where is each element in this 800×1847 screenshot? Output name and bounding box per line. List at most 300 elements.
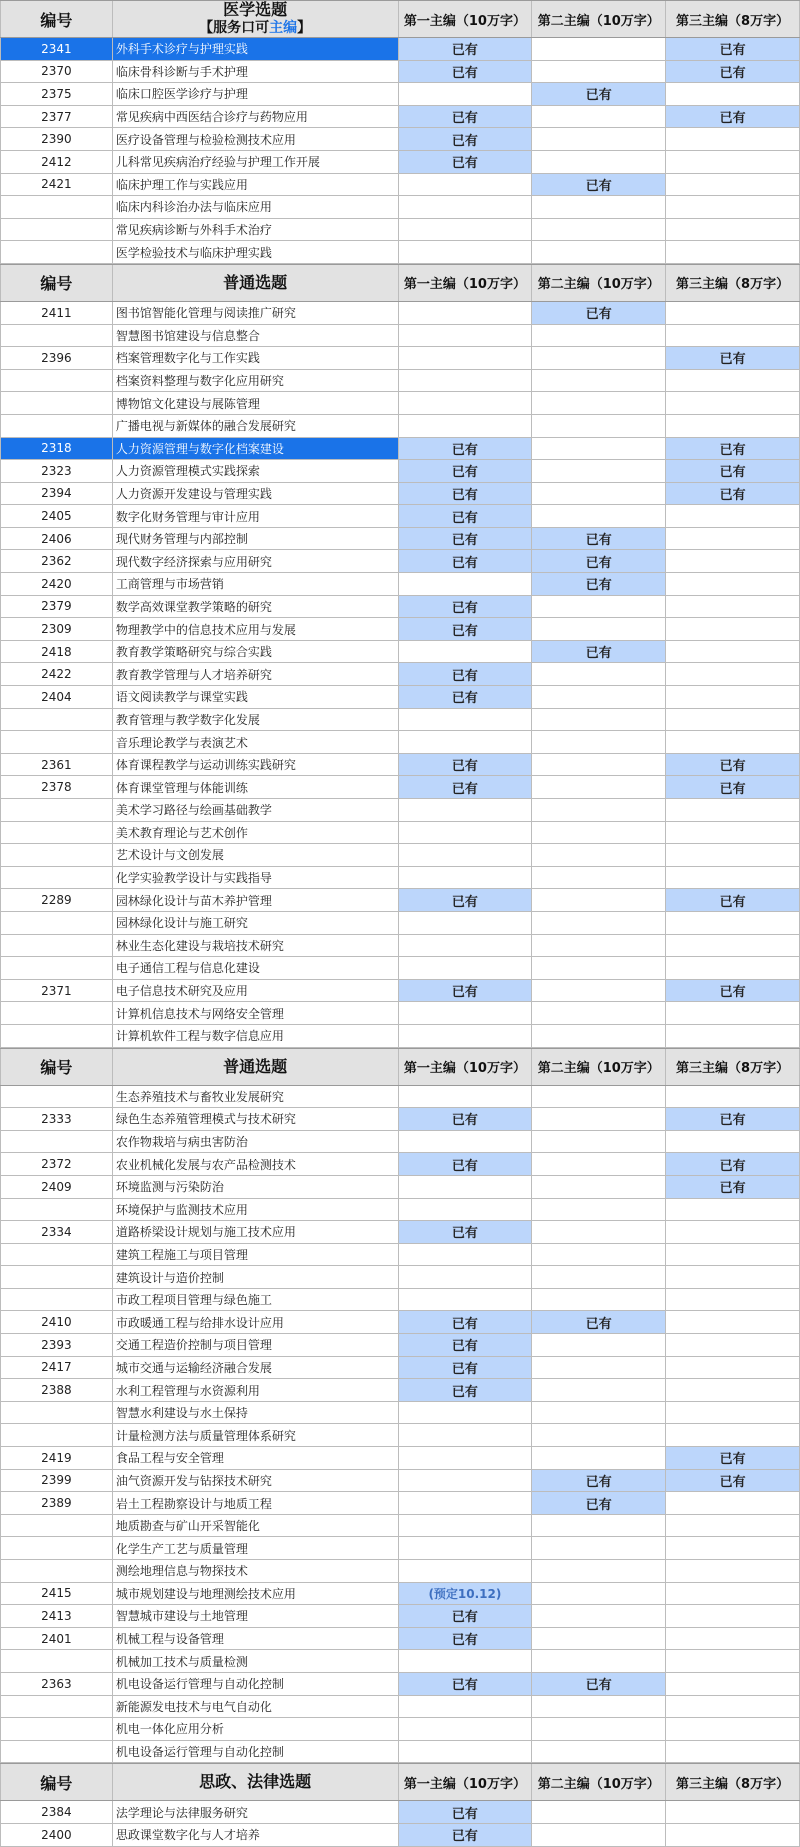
table-row[interactable] (0, 1650, 800, 1673)
editor-1-status[interactable]: 已有 (399, 1108, 533, 1130)
editor-1-status[interactable]: 已有 (399, 889, 533, 911)
editor-3-status[interactable]: 已有 (666, 1108, 800, 1130)
editor-1-status[interactable] (399, 867, 533, 889)
editor-3-status[interactable] (666, 1379, 800, 1401)
editor-3-status[interactable] (666, 1334, 800, 1356)
editor-1-status[interactable] (399, 1696, 533, 1718)
table-row[interactable] (0, 1025, 800, 1048)
editor-1-status[interactable]: 已有 (399, 460, 533, 482)
editor-2-status[interactable] (532, 415, 666, 437)
table-row[interactable] (0, 106, 800, 129)
table-row[interactable] (0, 1002, 800, 1025)
editor-1-status[interactable] (399, 1470, 533, 1492)
editor-2-status[interactable] (532, 505, 666, 527)
editor-2-status[interactable]: 已有 (532, 1470, 666, 1492)
editor-1-status[interactable]: 已有 (399, 61, 533, 83)
editor-1-status[interactable]: 已有 (399, 1628, 533, 1650)
editor-3-status[interactable]: 已有 (666, 438, 800, 460)
editor-3-status[interactable] (666, 241, 800, 263)
editor-1-status[interactable]: 已有 (399, 980, 533, 1002)
editor-1-status[interactable]: 已有 (399, 754, 533, 776)
editor-1-status[interactable] (399, 1537, 533, 1559)
editor-2-status[interactable] (532, 957, 666, 979)
editor-2-status[interactable] (532, 1266, 666, 1288)
editor-2-status[interactable] (532, 1221, 666, 1243)
editor-1-status[interactable] (399, 1086, 533, 1108)
table-row[interactable] (0, 347, 800, 370)
editor-3-status[interactable] (666, 1002, 800, 1024)
table-row[interactable] (0, 1379, 800, 1402)
editor-2-status[interactable] (532, 460, 666, 482)
editor-2-status[interactable] (532, 483, 666, 505)
editor-1-status[interactable] (399, 302, 533, 324)
table-row[interactable] (0, 1560, 800, 1583)
editor-1-status[interactable]: 已有 (399, 596, 533, 618)
table-row[interactable] (0, 1824, 800, 1847)
editor-3-status[interactable]: 已有 (666, 1176, 800, 1198)
table-row[interactable] (0, 325, 800, 348)
editor-1-status[interactable]: 已有 (399, 1153, 533, 1175)
editor-2-status[interactable] (532, 776, 666, 798)
table-row[interactable] (0, 1515, 800, 1538)
table-row[interactable] (0, 709, 800, 732)
editor-2-status[interactable] (532, 709, 666, 731)
editor-2-status[interactable]: 已有 (532, 550, 666, 572)
editor-3-status[interactable] (666, 1025, 800, 1047)
editor-1-status[interactable] (399, 1199, 533, 1221)
table-row[interactable] (0, 980, 800, 1003)
editor-1-status[interactable] (399, 641, 533, 663)
editor-1-status[interactable]: 已有 (399, 528, 533, 550)
table-row[interactable] (0, 867, 800, 890)
editor-1-status[interactable] (399, 731, 533, 753)
editor-2-status[interactable] (532, 196, 666, 218)
editor-1-status[interactable]: 已有 (399, 505, 533, 527)
editor-2-status[interactable] (532, 1379, 666, 1401)
editor-1-status[interactable] (399, 799, 533, 821)
editor-3-status[interactable] (666, 709, 800, 731)
editor-3-status[interactable] (666, 799, 800, 821)
table-row[interactable] (0, 1718, 800, 1741)
table-row[interactable] (0, 219, 800, 242)
editor-1-status[interactable] (399, 174, 533, 196)
editor-2-status[interactable]: 已有 (532, 641, 666, 663)
editor-3-status[interactable]: 已有 (666, 106, 800, 128)
editor-1-status[interactable]: 已有 (399, 483, 533, 505)
editor-2-status[interactable] (532, 1628, 666, 1650)
editor-2-status[interactable]: 已有 (532, 1492, 666, 1514)
editor-3-status[interactable] (666, 1492, 800, 1514)
editor-2-status[interactable] (532, 844, 666, 866)
table-row[interactable] (0, 1289, 800, 1312)
editor-2-status[interactable] (532, 1086, 666, 1108)
editor-3-status[interactable]: 已有 (666, 347, 800, 369)
editor-3-status[interactable] (666, 1424, 800, 1446)
editor-2-status[interactable] (532, 935, 666, 957)
editor-1-status[interactable] (399, 1492, 533, 1514)
table-row[interactable] (0, 618, 800, 641)
table-row[interactable] (0, 483, 800, 506)
editor-1-status[interactable]: 已有 (399, 1801, 533, 1823)
table-row[interactable] (0, 438, 800, 461)
editor-2-status[interactable] (532, 438, 666, 460)
editor-3-status[interactable] (666, 1741, 800, 1763)
editor-3-status[interactable] (666, 1266, 800, 1288)
editor-1-status[interactable]: 已有 (399, 438, 533, 460)
editor-3-status[interactable] (666, 867, 800, 889)
editor-2-status[interactable] (532, 867, 666, 889)
editor-2-status[interactable]: 已有 (532, 1673, 666, 1695)
editor-1-status[interactable] (399, 935, 533, 957)
editor-2-status[interactable] (532, 686, 666, 708)
editor-2-status[interactable]: 已有 (532, 174, 666, 196)
table-row[interactable] (0, 1447, 800, 1470)
table-row[interactable] (0, 1470, 800, 1493)
editor-1-status[interactable] (399, 347, 533, 369)
editor-2-status[interactable] (532, 38, 666, 60)
editor-3-status[interactable]: 已有 (666, 1470, 800, 1492)
editor-2-status[interactable] (532, 1131, 666, 1153)
table-row[interactable] (0, 1605, 800, 1628)
table-row[interactable] (0, 1402, 800, 1425)
editor-1-status[interactable] (399, 1244, 533, 1266)
editor-1-status[interactable] (399, 415, 533, 437)
editor-1-status[interactable] (399, 1289, 533, 1311)
editor-2-status[interactable]: 已有 (532, 1311, 666, 1333)
editor-2-status[interactable] (532, 1741, 666, 1763)
editor-2-status[interactable] (532, 241, 666, 263)
editor-1-status[interactable]: 已有 (399, 1311, 533, 1333)
table-row[interactable] (0, 370, 800, 393)
table-row[interactable] (0, 1199, 800, 1222)
table-row[interactable] (0, 1334, 800, 1357)
editor-2-status[interactable]: 已有 (532, 302, 666, 324)
editor-2-status[interactable] (532, 754, 666, 776)
editor-1-status[interactable] (399, 1718, 533, 1740)
table-row[interactable] (0, 1153, 800, 1176)
editor-3-status[interactable] (666, 1583, 800, 1605)
editor-2-status[interactable] (532, 219, 666, 241)
editor-1-status[interactable] (399, 912, 533, 934)
editor-1-status[interactable] (399, 392, 533, 414)
editor-3-status[interactable] (666, 505, 800, 527)
table-row[interactable] (0, 1537, 800, 1560)
editor-3-status[interactable] (666, 731, 800, 753)
editor-2-status[interactable] (532, 128, 666, 150)
editor-1-status[interactable] (399, 1131, 533, 1153)
editor-1-status[interactable]: 已有 (399, 618, 533, 640)
editor-3-status[interactable]: 已有 (666, 38, 800, 60)
editor-2-status[interactable] (532, 663, 666, 685)
editor-3-status[interactable] (666, 1515, 800, 1537)
table-row[interactable] (0, 1266, 800, 1289)
editor-3-status[interactable] (666, 1824, 800, 1846)
editor-3-status[interactable] (666, 912, 800, 934)
table-row[interactable] (0, 392, 800, 415)
editor-1-status[interactable]: 已有 (399, 38, 533, 60)
editor-2-status[interactable] (532, 1560, 666, 1582)
table-row[interactable] (0, 174, 800, 197)
editor-2-status[interactable] (532, 370, 666, 392)
table-row[interactable] (0, 957, 800, 980)
table-row[interactable] (0, 1741, 800, 1764)
editor-2-status[interactable] (532, 596, 666, 618)
table-row[interactable] (0, 1086, 800, 1109)
editor-2-status[interactable] (532, 1025, 666, 1047)
editor-3-status[interactable] (666, 1244, 800, 1266)
editor-1-status[interactable] (399, 1402, 533, 1424)
editor-3-status[interactable] (666, 219, 800, 241)
editor-3-status[interactable] (666, 1696, 800, 1718)
editor-3-status[interactable] (666, 641, 800, 663)
table-row[interactable] (0, 415, 800, 438)
editor-3-status[interactable] (666, 415, 800, 437)
table-row[interactable] (0, 754, 800, 777)
editor-1-status[interactable] (399, 1176, 533, 1198)
table-row[interactable] (0, 460, 800, 483)
editor-3-status[interactable] (666, 1537, 800, 1559)
editor-1-status[interactable] (399, 241, 533, 263)
editor-2-status[interactable] (532, 1153, 666, 1175)
subtitle-link[interactable]: 主编 (269, 20, 298, 36)
editor-3-status[interactable] (666, 1560, 800, 1582)
editor-3-status[interactable] (666, 83, 800, 105)
editor-3-status[interactable] (666, 1289, 800, 1311)
editor-3-status[interactable]: 已有 (666, 754, 800, 776)
editor-3-status[interactable] (666, 1402, 800, 1424)
editor-2-status[interactable] (532, 1650, 666, 1672)
editor-2-status[interactable] (532, 325, 666, 347)
table-row[interactable] (0, 1311, 800, 1334)
table-row[interactable] (0, 1583, 800, 1606)
editor-3-status[interactable] (666, 550, 800, 572)
editor-3-status[interactable] (666, 1673, 800, 1695)
table-row[interactable] (0, 889, 800, 912)
editor-1-status[interactable]: 已有 (399, 128, 533, 150)
editor-3-status[interactable] (666, 151, 800, 173)
editor-2-status[interactable] (532, 822, 666, 844)
editor-1-status[interactable]: 已有 (399, 151, 533, 173)
editor-2-status[interactable] (532, 618, 666, 640)
editor-2-status[interactable] (532, 1824, 666, 1846)
table-row[interactable] (0, 83, 800, 106)
editor-2-status[interactable] (532, 980, 666, 1002)
table-row[interactable] (0, 1696, 800, 1719)
table-row[interactable] (0, 935, 800, 958)
editor-2-status[interactable] (532, 1447, 666, 1469)
table-row[interactable] (0, 1801, 800, 1824)
editor-1-status[interactable] (399, 822, 533, 844)
editor-2-status[interactable]: 已有 (532, 83, 666, 105)
editor-1-status[interactable]: 已有 (399, 1673, 533, 1695)
table-row[interactable] (0, 596, 800, 619)
editor-2-status[interactable] (532, 889, 666, 911)
editor-1-status[interactable]: (预定10.12) (399, 1583, 533, 1605)
editor-3-status[interactable] (666, 302, 800, 324)
editor-3-status[interactable] (666, 1605, 800, 1627)
editor-3-status[interactable] (666, 957, 800, 979)
table-row[interactable] (0, 1108, 800, 1131)
editor-3-status[interactable] (666, 663, 800, 685)
editor-2-status[interactable] (532, 1583, 666, 1605)
editor-2-status[interactable] (532, 912, 666, 934)
editor-1-status[interactable]: 已有 (399, 1221, 533, 1243)
editor-3-status[interactable]: 已有 (666, 980, 800, 1002)
editor-1-status[interactable]: 已有 (399, 1824, 533, 1846)
editor-1-status[interactable] (399, 370, 533, 392)
editor-2-status[interactable] (532, 61, 666, 83)
editor-2-status[interactable]: 已有 (532, 573, 666, 595)
editor-3-status[interactable] (666, 686, 800, 708)
editor-2-status[interactable] (532, 1176, 666, 1198)
editor-2-status[interactable]: 已有 (532, 528, 666, 550)
editor-3-status[interactable] (666, 1801, 800, 1823)
table-row[interactable] (0, 1131, 800, 1154)
editor-2-status[interactable] (532, 1244, 666, 1266)
editor-3-status[interactable] (666, 1199, 800, 1221)
editor-3-status[interactable]: 已有 (666, 483, 800, 505)
editor-1-status[interactable] (399, 196, 533, 218)
editor-3-status[interactable] (666, 528, 800, 550)
editor-2-status[interactable] (532, 1537, 666, 1559)
editor-3-status[interactable] (666, 1131, 800, 1153)
table-row[interactable] (0, 799, 800, 822)
editor-2-status[interactable] (532, 151, 666, 173)
table-row[interactable] (0, 663, 800, 686)
table-row[interactable] (0, 1221, 800, 1244)
table-row[interactable] (0, 1673, 800, 1696)
editor-2-status[interactable] (532, 731, 666, 753)
editor-3-status[interactable] (666, 370, 800, 392)
editor-1-status[interactable] (399, 219, 533, 241)
table-row[interactable] (0, 844, 800, 867)
editor-1-status[interactable] (399, 1515, 533, 1537)
editor-3-status[interactable] (666, 1650, 800, 1672)
editor-1-status[interactable]: 已有 (399, 776, 533, 798)
editor-3-status[interactable]: 已有 (666, 61, 800, 83)
editor-3-status[interactable] (666, 128, 800, 150)
editor-2-status[interactable] (532, 1334, 666, 1356)
editor-3-status[interactable] (666, 596, 800, 618)
editor-2-status[interactable] (532, 1199, 666, 1221)
editor-1-status[interactable] (399, 1650, 533, 1672)
editor-3-status[interactable] (666, 325, 800, 347)
editor-3-status[interactable]: 已有 (666, 460, 800, 482)
table-row[interactable] (0, 641, 800, 664)
editor-1-status[interactable] (399, 1741, 533, 1763)
editor-1-status[interactable] (399, 1266, 533, 1288)
editor-3-status[interactable] (666, 1628, 800, 1650)
editor-2-status[interactable] (532, 1515, 666, 1537)
table-row[interactable] (0, 505, 800, 528)
editor-2-status[interactable] (532, 1402, 666, 1424)
table-row[interactable] (0, 822, 800, 845)
table-row[interactable] (0, 528, 800, 551)
editor-2-status[interactable] (532, 1357, 666, 1379)
editor-2-status[interactable] (532, 1718, 666, 1740)
table-row[interactable] (0, 912, 800, 935)
editor-1-status[interactable]: 已有 (399, 663, 533, 685)
editor-2-status[interactable] (532, 1108, 666, 1130)
editor-1-status[interactable] (399, 1424, 533, 1446)
editor-1-status[interactable] (399, 1025, 533, 1047)
table-row[interactable] (0, 686, 800, 709)
editor-1-status[interactable]: 已有 (399, 1379, 533, 1401)
editor-3-status[interactable]: 已有 (666, 1447, 800, 1469)
editor-3-status[interactable] (666, 1311, 800, 1333)
editor-3-status[interactable] (666, 174, 800, 196)
editor-3-status[interactable] (666, 1357, 800, 1379)
editor-1-status[interactable] (399, 1447, 533, 1469)
editor-2-status[interactable] (532, 1424, 666, 1446)
editor-2-status[interactable] (532, 799, 666, 821)
editor-2-status[interactable] (532, 1696, 666, 1718)
table-row[interactable] (0, 61, 800, 84)
editor-1-status[interactable]: 已有 (399, 106, 533, 128)
editor-3-status[interactable] (666, 1086, 800, 1108)
editor-2-status[interactable] (532, 1002, 666, 1024)
editor-3-status[interactable] (666, 1718, 800, 1740)
editor-3-status[interactable] (666, 935, 800, 957)
table-row[interactable] (0, 38, 800, 61)
editor-2-status[interactable] (532, 106, 666, 128)
table-row[interactable] (0, 151, 800, 174)
table-row[interactable] (0, 1628, 800, 1651)
editor-1-status[interactable] (399, 844, 533, 866)
editor-2-status[interactable] (532, 1605, 666, 1627)
table-row[interactable] (0, 1357, 800, 1380)
editor-3-status[interactable] (666, 392, 800, 414)
table-row[interactable] (0, 731, 800, 754)
table-row[interactable] (0, 241, 800, 264)
table-row[interactable] (0, 1244, 800, 1267)
editor-3-status[interactable] (666, 844, 800, 866)
editor-1-status[interactable]: 已有 (399, 686, 533, 708)
editor-1-status[interactable] (399, 83, 533, 105)
editor-1-status[interactable] (399, 573, 533, 595)
editor-1-status[interactable] (399, 325, 533, 347)
editor-1-status[interactable] (399, 957, 533, 979)
table-row[interactable] (0, 1424, 800, 1447)
table-row[interactable] (0, 573, 800, 596)
editor-3-status[interactable]: 已有 (666, 889, 800, 911)
editor-1-status[interactable] (399, 1002, 533, 1024)
editor-1-status[interactable] (399, 709, 533, 731)
editor-2-status[interactable] (532, 347, 666, 369)
editor-3-status[interactable] (666, 822, 800, 844)
table-row[interactable] (0, 302, 800, 325)
editor-1-status[interactable]: 已有 (399, 1334, 533, 1356)
editor-2-status[interactable] (532, 392, 666, 414)
editor-3-status[interactable] (666, 1221, 800, 1243)
table-row[interactable] (0, 128, 800, 151)
table-row[interactable] (0, 196, 800, 219)
editor-3-status[interactable]: 已有 (666, 1153, 800, 1175)
editor-1-status[interactable] (399, 1560, 533, 1582)
table-row[interactable] (0, 1492, 800, 1515)
editor-1-status[interactable]: 已有 (399, 1605, 533, 1627)
editor-1-status[interactable]: 已有 (399, 1357, 533, 1379)
editor-3-status[interactable] (666, 573, 800, 595)
table-row[interactable] (0, 550, 800, 573)
editor-2-status[interactable] (532, 1289, 666, 1311)
editor-3-status[interactable] (666, 618, 800, 640)
editor-3-status[interactable]: 已有 (666, 776, 800, 798)
editor-3-status[interactable] (666, 196, 800, 218)
table-row[interactable] (0, 1176, 800, 1199)
table-row[interactable] (0, 776, 800, 799)
editor-1-status[interactable]: 已有 (399, 550, 533, 572)
